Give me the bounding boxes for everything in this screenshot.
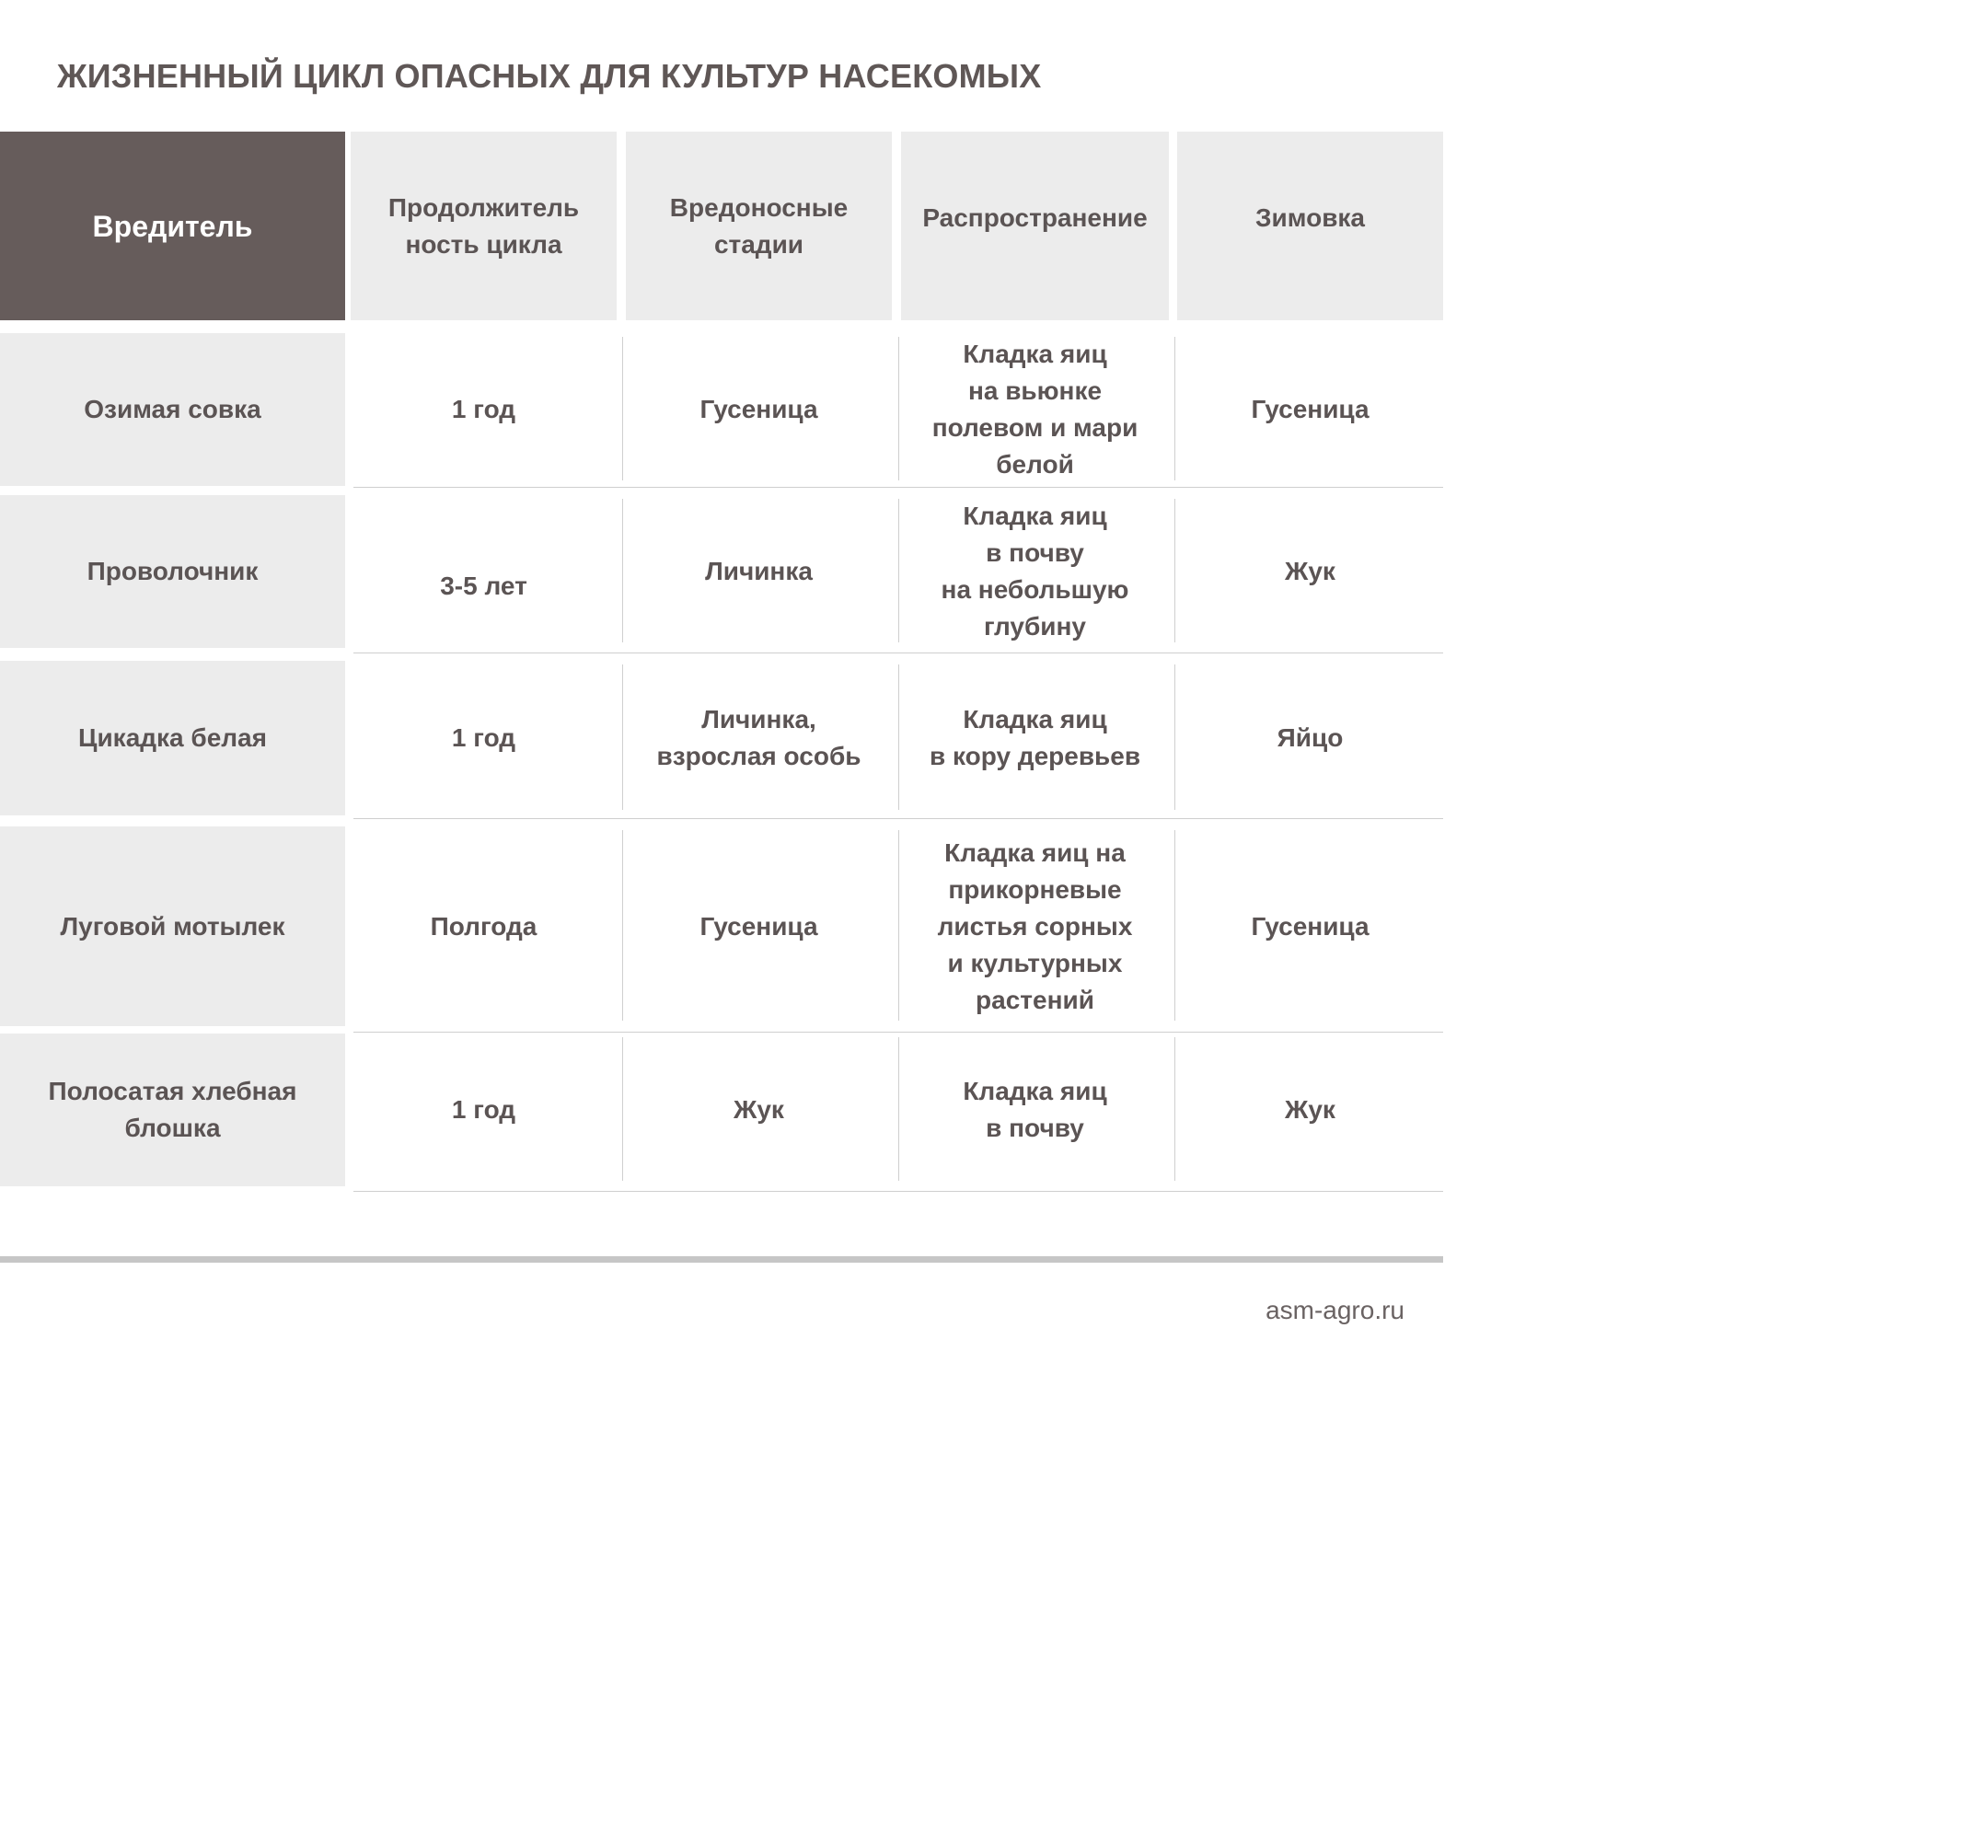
cell-spread [901, 826, 1169, 1026]
column-divider [898, 337, 899, 480]
cell-spread-line: листья сорных [937, 911, 1133, 941]
cell-spread [901, 495, 1169, 648]
cell-stages-line: взрослая особь [656, 742, 861, 770]
header-wintering-line: Зимовка [1255, 203, 1365, 232]
column-divider [622, 830, 623, 1021]
header-wintering [1177, 132, 1443, 320]
cell-wintering-line: Жук [1285, 557, 1335, 585]
cell-duration-line: 1 год [451, 1095, 516, 1124]
column-divider [1174, 337, 1175, 480]
cell-spread-line: на небольшую [941, 575, 1129, 604]
cell-duration-line: 1 год [451, 395, 516, 423]
cell-spread-line: Кладка яиц на [944, 837, 1126, 867]
cell-stages [626, 333, 892, 486]
cell-duration [351, 661, 617, 815]
column-divider [622, 499, 623, 642]
cell-spread-line: глубину [984, 612, 1086, 641]
cell-spread-line: Кладка яиц [963, 340, 1107, 368]
cell-stages [626, 826, 892, 1026]
cell-stages-line: Личинка [705, 557, 813, 585]
header-pest-line: Вредитель [92, 209, 253, 243]
header-spread-line: Распространение [922, 203, 1148, 232]
cell-stages-line: Гусеница [699, 395, 818, 423]
cell-spread-line: и культурных [947, 948, 1123, 977]
page-title: ЖИЗНЕННЫЙ ЦИКЛ ОПАСНЫХ ДЛЯ КУЛЬТУР НАСЕКОМЫХ [57, 57, 1042, 95]
column-divider [622, 337, 623, 480]
cell-pest [0, 495, 345, 648]
cell-duration [351, 1034, 617, 1186]
row-divider [353, 1191, 1443, 1192]
cell-spread-line: Кладка яиц [963, 1077, 1107, 1105]
cell-wintering [1177, 333, 1443, 486]
cell-spread-line: прикорневые [948, 874, 1122, 904]
cell-pest-line: блошка [124, 1114, 221, 1142]
cell-pest-line: Луговой мотылек [60, 911, 285, 941]
row-divider [353, 1032, 1443, 1033]
cell-wintering-line: Яйцо [1277, 723, 1344, 752]
column-divider [622, 664, 623, 810]
column-divider [1174, 1037, 1175, 1181]
cell-spread-line: белой [996, 450, 1074, 479]
cell-spread-line: в почву [986, 1114, 1084, 1142]
column-divider [1174, 830, 1175, 1021]
header-stages-line: стадии [713, 229, 804, 259]
cell-spread-line: Кладка яиц [963, 502, 1107, 530]
column-divider [898, 830, 899, 1021]
header-duration [351, 132, 617, 320]
cell-wintering-line: Гусеница [1251, 911, 1370, 941]
cell-duration-line: 3-5 лет [440, 572, 527, 600]
cell-stages-line: Жук [734, 1095, 784, 1124]
cell-duration-line: Полгода [430, 911, 537, 941]
cell-spread-line: Кладка яиц [963, 705, 1107, 733]
cell-pest [0, 1034, 345, 1186]
cell-pest-line: Полосатая хлебная [48, 1077, 297, 1105]
cell-spread [901, 1034, 1169, 1186]
cell-pest [0, 661, 345, 815]
footer-site-url: asm-agro.ru [1266, 1296, 1404, 1324]
cell-wintering [1177, 1034, 1443, 1186]
column-divider [622, 1037, 623, 1181]
cell-duration-line: 1 год [451, 723, 516, 752]
cell-wintering [1177, 826, 1443, 1026]
header-stages [626, 132, 892, 320]
cell-stages [626, 661, 892, 815]
cell-pest [0, 333, 345, 486]
cell-spread-line: в кору деревьев [929, 742, 1141, 770]
footer-divider [0, 1256, 1443, 1263]
cell-pest-line: Цикадка белая [78, 723, 267, 752]
column-divider [898, 499, 899, 642]
cell-spread-line: полевом и мари [931, 413, 1138, 442]
row-divider [353, 818, 1443, 819]
column-divider [1174, 664, 1175, 810]
cell-wintering-line: Жук [1285, 1095, 1335, 1124]
header-stages-line: Вредоносные [669, 192, 849, 222]
header-duration-line: ность цикла [405, 229, 562, 259]
row-divider [353, 487, 1443, 488]
cell-stages-line: Личинка, [701, 705, 816, 733]
cell-duration [351, 495, 617, 648]
cell-duration [351, 333, 617, 486]
header-duration-line: Продолжитель [387, 192, 580, 222]
header-spread [901, 132, 1169, 320]
cell-spread [901, 661, 1169, 815]
cell-stages [626, 1034, 892, 1186]
cell-wintering [1177, 661, 1443, 815]
cell-stages [626, 495, 892, 648]
cell-stages-line: Гусеница [699, 911, 818, 941]
cell-pest-line: Озимая совка [84, 395, 261, 423]
cell-wintering-line: Гусеница [1251, 395, 1370, 423]
column-divider [1174, 499, 1175, 642]
cell-duration [351, 826, 617, 1026]
column-divider [898, 1037, 899, 1181]
column-divider [898, 664, 899, 810]
cell-spread-line: на вьюнке [967, 376, 1103, 405]
header-pest [0, 132, 345, 320]
cell-spread-line: в почву [986, 538, 1084, 567]
cell-spread [901, 333, 1169, 486]
cell-pest-line: Проволочник [87, 557, 259, 585]
cell-spread-line: растений [976, 985, 1094, 1014]
cell-pest [0, 826, 345, 1026]
cell-wintering [1177, 495, 1443, 648]
